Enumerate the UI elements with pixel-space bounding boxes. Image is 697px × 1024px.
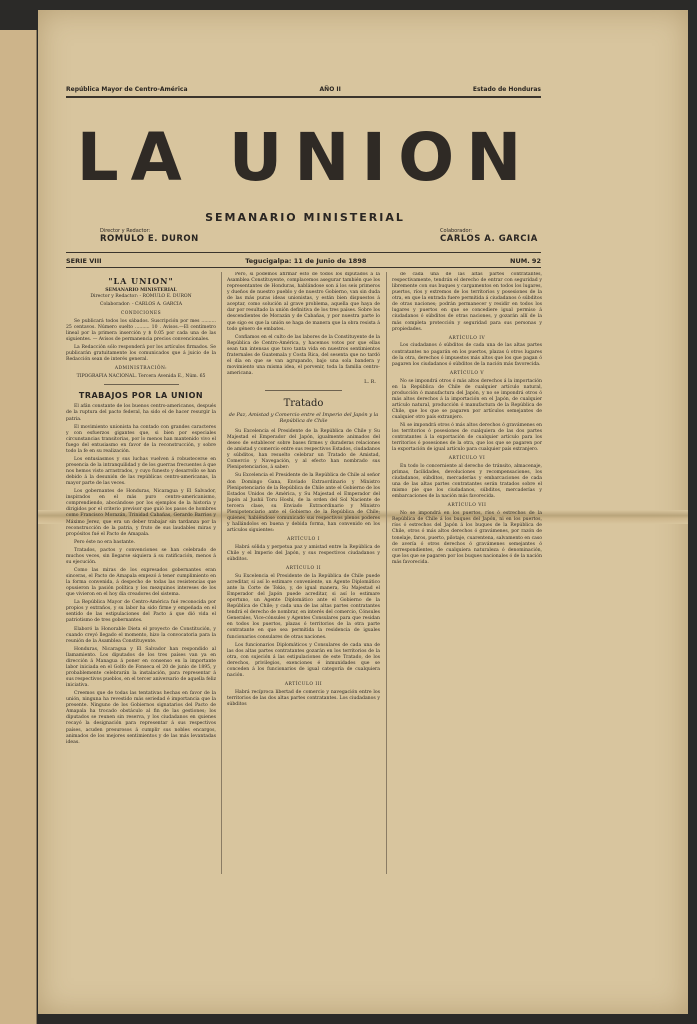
divider bbox=[265, 390, 342, 391]
collaborator-name: CARLOS A. GARCIA bbox=[440, 234, 538, 244]
paragraph: Su Excelencia el Presidente de la República de Chile y Su Majestad el Emperador del Japón, igualmente animados del deseo de establecer sobre bases firmes y duraderas relaciones de amistad y comercio entre sus respectivos Estados, ciudadanos y súbditos, han resuelto celebrar un Tratado de Amistad, Comercio y Navegación, y al efecto han nombrado sus Plenipotenciarios, á saber: bbox=[227, 429, 380, 471]
article-heading: ARTÍCULO IV bbox=[448, 335, 486, 341]
paragraph: Los funcionarios Diplomáticos y Consulares de cada una de las dos altas partes contratantes gozarán en los territorios de la otra, con sujeción á las estipulaciones de este Tratado, de los derechos, privilegios, exenciones é inmunidades que se conceden á los funcionarios de igual categoría de cualquiera nación. bbox=[227, 642, 380, 678]
paragraph: Pero éste no era bastante. bbox=[74, 539, 136, 545]
article-heading: ARTÍCULO VI bbox=[448, 456, 486, 462]
collaborator-label: Colaborador: bbox=[440, 228, 473, 234]
article-heading: ARTÍCULO V bbox=[449, 370, 485, 376]
paragraph: Su Excelencia el Presidente de la República de Chile al señor don Domingo Gana, Enviado Extraordinario y Ministro Plenipotenciario de la República de Chile ante el Gobierno de los Estados Unidos de América, y Su Majestad el Emperador del Japón al Jushii Toru Hoshi, de la orden del Sol Naciente de tercera clase, su Enviado Extraordinario y Ministro Plenipotenciario ante el Gobierno de la República de Chile; quienes, habiéndose comunicado sus respectivos plenos poderes y hallándolos en buena y debida forma, han convenido en los artículos siguientes: bbox=[227, 473, 380, 534]
paragraph: Creemos que de todas las tentativas hechas en favor de la unión, ninguna ha revestido más seriedad é importancia que la presente. Ninguno de los Gobiernos signatarios del Pacto de Amapala ha trocado obstáculo al fin de las gestiones; los diputados se reunen sin reserva, y los ciudadanos en quienes recayó la designación para representar á sus respectivos países, acuden presurosos á cumplir sus nobles encargos, animados de los mejores sentimientos y de las más levantadas ideas. bbox=[66, 691, 216, 745]
article-heading: ARTÍCULO II bbox=[285, 566, 321, 572]
masthead-title: LA UNION bbox=[76, 119, 534, 196]
article-body bbox=[66, 404, 216, 745]
paragraph: En todo lo concerniente al derecho de tránsito, almacenaje, primas, facilidades, devoluciones y recompensaciones, los ciudadanos, súbditos, mercaderías y embarcaciones de cada una de las altas partes contratantes serán tratados sobre el mismo pie que los ciudadanos, súbditos, mercaderías y embarcaciones de la nación más favorecida. bbox=[392, 464, 542, 500]
treaty-title: Tratado bbox=[283, 397, 324, 409]
paragraph: Pero, si podemos afirmar esto de todos los diputados á la Asamblea Constituyente, complacemos asegurar también que los representantes de Honduras, hablándose son á los seis primeros y dueños de nuestro pueblo y de nuestro Gobierno, van sin duda de las más puras ideas unionistas, y están bien dispuestos á aceptar, como solución al grave problema, aquella que haya de dar por resultado la unión definitiva de los tres países. Sobre los descendientes de Morazán y de Cabañas, y por nuestra parte lo que sigo es que la unión se haga de manera que la obra resista á todo género de embates. bbox=[227, 272, 380, 332]
paragraph: Honduras, Nicaragua y El Salvador han respondido al llamamiento. Los diputados de los tres países van ya en dirección á Managua á poner en consenso en la importante labor iniciada en el Golfo de Fonseca el 20 de junio de 1895, y probablemente celebrarán la instalación, para representar á sus respectivos pueblos, en el tercer aniversario de aquella feliz iniciativa. bbox=[66, 646, 216, 689]
series-label: SERIE VIII bbox=[66, 257, 102, 265]
info-rule-top bbox=[66, 252, 541, 253]
year-label: AÑO II bbox=[319, 86, 341, 93]
column-1 bbox=[66, 272, 216, 874]
collaborator-credit bbox=[440, 228, 538, 244]
box-title: "LA UNION" bbox=[108, 276, 174, 286]
paragraph: Elaboró la Honorable Dieta el proyecto de Constitución, y cuando creyó llegado el momento, hizo la convocatoria para la reunión de la Asamblea Constituyente. bbox=[66, 626, 216, 644]
top-bar bbox=[66, 86, 541, 93]
box-director: Director y Redactor: - ROMULO E. DURON bbox=[90, 293, 192, 299]
box-subtitle: SEMANARIO MINISTERIAL bbox=[105, 287, 177, 293]
masthead-subtitle: SEMANARIO MINISTERIAL bbox=[205, 211, 405, 224]
box-collaborator: Colaborador: - CARLOS A. GARCIA bbox=[99, 301, 183, 307]
article-heading: ARTÍCULO VII bbox=[447, 503, 487, 509]
paragraph: Como las miras de los expresados gobernantes eran sinceras, el Pacto de Amapala empezó á tener cumplimiento en la forma convenida, á despecho de todas las resistencias que opusieron la pasión política y los mezquinos intereses de los que vivieron en el hoy día creadores del sistema. bbox=[66, 567, 216, 598]
paragraph: Habrá recíproca libertad de comercio y navegación entre los territorios de las dos altas partes contratantes. Los ciudadanos y súbditos bbox=[227, 689, 380, 707]
signature-initials: L. R. bbox=[364, 379, 376, 386]
issue-info-bar bbox=[66, 257, 541, 265]
paragraph: No se impondrá otros ó más altos derechos á la importación en la República de Chile de cualquier artículo natural, producción ó manufactura del Japón, y no se impondrá otros ó más altos derechos á la importación en el Japón, de cualquier artículo natural, producción ó manufactura de la República de Chile, que los que se pagaren por artículos semejantes de cualquier otro país extranjero. bbox=[392, 378, 542, 420]
column-rule bbox=[221, 272, 222, 874]
paragraph: El movimiento unionista ha contado con grandes caracteres y con esfuerzos gigantes que, si bien por especiales circunstancias transitorias, por lo menos han mantenido vivo el fuego del entusiasmo en favor de la reconstrucción, y sobre todo la fe en su realización. bbox=[66, 424, 216, 454]
admin-text: TIPOGRAFIA NACIONAL. Tercera Avenida E., Núm. 65 bbox=[76, 373, 206, 379]
divider bbox=[104, 384, 179, 385]
paragraph: Los ciudadanos ó súbditos de cada una de las altas partes contratantes no pagarán en los puertos, plazas ú otros lugares de la otra, derechos ó impuestos más altos que los que pagan ó pagaren los ciudadanos ó súbditos de la nación más favorecida. bbox=[392, 343, 542, 367]
column-2 bbox=[227, 272, 380, 874]
state-label: Estado de Honduras bbox=[472, 86, 541, 93]
paragraph: Ni se impondrá otros ó más altos derechos ó gravámenes en los territorios ó posesiones de cualquiera de las dos partes contratantes á la exportación de cualquier artículo para los territorios ó posesiones de la otra, que los que se pagaren por la exportación de igual artículo para cualquier país extranjero. bbox=[392, 422, 542, 453]
paragraph: La República Mayor de Centro-América fué reconocida por propios y extraños, y su labor ha sido firme y empeñada en el sentido de las estipulaciones del Pacto á que dió vida el patriotismo de tres gobernantes. bbox=[66, 600, 216, 624]
issue-date: Tegucigalpa: 11 de Junio de 1898 bbox=[245, 257, 367, 265]
admin-label: ADMINISTRACIÓN: bbox=[114, 365, 168, 371]
column-3 bbox=[392, 272, 542, 874]
article-heading: ARTÍCULO I bbox=[287, 537, 320, 543]
treaty-subtitle: de Paz, Amistad y Comercio entre el Imperio del Japón y la República de Chile bbox=[228, 411, 379, 425]
conditions-text: Se publicará todos los sábados. Suscripción por mes .......... 25 centavos. Número suelto .......... 10 . Avisos.—El centímetro lineal por la primera inserción y $ 0.05 por cada una de las siguientes. — Avisos de permanencia precios convencionales. bbox=[66, 318, 216, 342]
redaction-notice: La Redacción sólo responderá por los artículos firmados. Se publicarán gratuitamente los comunicados que á juicio de la Redacción sean de interés general. bbox=[66, 344, 216, 362]
article-heading: ARTÍCULO III bbox=[284, 681, 323, 687]
paragraph: El afán constante de los buenos centro-americanos, después de la ruptura del pacto federal, ha sido el de hacer resurgir la patria. bbox=[66, 404, 216, 422]
paragraph: de cada una de las altas partes contratantes, respectivamente, tendrán el derecho de entrar con seguridad y libremente con sus buques y cargamentos en todos los lugares, puertos, ríos y extremos de los territorios y posesiones de la otra, en que la entrada fuere permitida á ciudadanos ó súbditos de otras naciones; podrán permanecer y residir en todos los lugares y puertos en que se concediere igual permiso á ciudadanos ó súbditos de otras naciones, y gozarán allí de la más completa protección y seguridad para sus personas y propiedades. bbox=[392, 272, 542, 332]
column-rule bbox=[386, 272, 387, 874]
info-rule-bottom bbox=[66, 267, 541, 268]
republic-label: República Mayor de Centro-América bbox=[66, 86, 188, 93]
director-name: ROMULO E. DURON bbox=[100, 234, 199, 244]
paragraph: Habrá sólida y perpetua paz y amistad entre la República de Chile y el Imperio del Japón, y sus respectivos ciudadanos y súbditos. bbox=[227, 544, 380, 563]
top-rule bbox=[66, 96, 541, 98]
adjacent-page-edge bbox=[0, 30, 37, 1024]
section-title: TRABAJOS POR LA UNION bbox=[78, 390, 204, 400]
paragraph: Confiamos en el culto de las labores de la Constituyente de la República de Centro-América, y hacemos votos por que ellas sean tan intensas que tuvo tanta vida en nuestros sentimientos fraternales de Guatemala y Costa Rica, del sesenta que no tardó el día en que se van agrupando, bajo una sola bandera y movimiento una misma idea, el porvenir, toda la familia centro-americana. bbox=[227, 334, 380, 376]
issue-number: NUM. 92 bbox=[510, 257, 541, 265]
paragraph: Tratados, pactos y convenciones se han celebrado de muchos veces, sin llegarse siquiera á su ratificación, menos á su ejecución. bbox=[66, 547, 216, 565]
director-credit bbox=[100, 228, 199, 244]
conditions-title: CONDICIONES bbox=[120, 310, 162, 316]
paragraph: Su Excelencia el Presidente de la República de Chile puede acreditar, si así lo estimare conveniente, un Agente Diplomático ante la Corte de Tokio, y, de igual manera, Su Majestad el Emperador del Japón puede acreditar, si así lo estimare oportuno, un Agente Diplomático ante el Gobierno de la República de Chile; y cada una de las altas partes contratantes tendrá el derecho de nombrar, en interés del comercio, Cónsules Generales, Vice-cónsules y Agentes Consulares para que residan en todos los puertos, plazas ó territorios de la otra parte contratante en que sea permitida la residencia de iguales funcionarios consulares de otras naciones. bbox=[227, 573, 380, 640]
paragraph: Los entusiasmos y sus luchas vuelven á robustecerse en presencia de la intranquilidad y de los guerras frecuentes á que nos hemos visto arrastrados, y cuyo funesto y desarrollo se han debido á la desunión de las repúblicas centro-americanas, la mayor parte de las veces. bbox=[66, 456, 216, 487]
paragraph: No se impondrá en los puertos, ríos ó estrechos de la República de Chile á los buques del Japón, ni en los puertos, ríos ó estrechos del Japón á los buques de la República de Chile, otros ó más altos derechos ó gravámenes, por razón de tonelaje, faros, puerto, pilotaje, cuarentena, salvamento en caso de avería ó otros derechos ó gravámenes semejantes ó correspondientes, de cualquiera naturaleza ó denominación, que los que se pagaren por los buques nacionales ó de la nación más favorecida. bbox=[392, 511, 542, 565]
paragraph: Los gobernantes de Honduras, Nicaragua y El Salvador, inspirados en el más puro centro-americanismo, comprendiendo, abocándose por los ejemplos de la historia y dirigidos por el criterio previsor que guió los pasos de hombres como Francisco Morazán, Trinidad Cabañas, Gerardo Barrios y Máximo Jerez, que era un deber trabajar sin tardanza por la reconstrucción de la patria, y fruto de sus laudables miras y propósitos fué el Pacto de Amapala. bbox=[66, 489, 216, 537]
director-label: Director y Redactor: bbox=[100, 228, 151, 234]
